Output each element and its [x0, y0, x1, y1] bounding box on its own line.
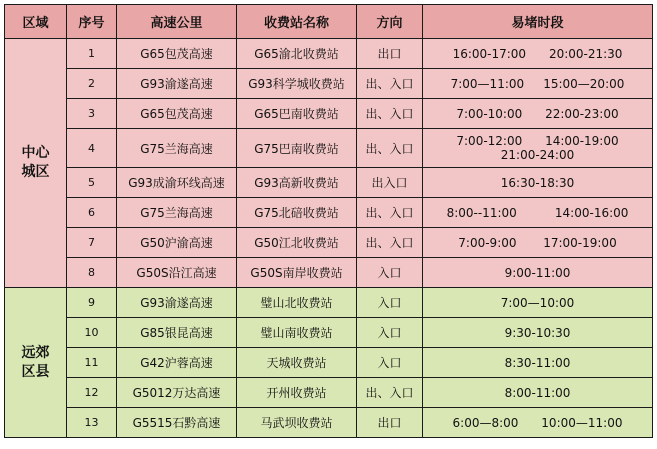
- highway-cell: G50沪渝高速: [117, 228, 237, 258]
- period-cell: [423, 348, 653, 378]
- period-times: [505, 326, 571, 340]
- station-cell: G75北碚收费站: [237, 198, 357, 228]
- table-row: [5, 69, 653, 99]
- direction-cell: 出口: [357, 39, 423, 69]
- region-cell-suburb: [5, 288, 67, 438]
- index-cell: 12: [67, 378, 117, 408]
- station-cell: 璧山北收费站: [237, 288, 357, 318]
- station-cell: 开州收费站: [237, 378, 357, 408]
- period-time-line: 9:30-10:30: [504, 325, 571, 340]
- period-time-line: 21:00-24:00: [500, 148, 575, 162]
- station-cell: G65巴南收费站: [237, 99, 357, 129]
- period-time-line: 16:00-17:00 20:00-21:30: [452, 46, 623, 61]
- period-cell: [423, 99, 653, 129]
- period-times: [505, 356, 571, 370]
- period-times: [453, 416, 623, 430]
- direction-cell: 出入口: [357, 168, 423, 198]
- station-cell: G65渝北收费站: [237, 39, 357, 69]
- period-time-line: 9:00-11:00: [504, 265, 571, 280]
- period-time-line: 7:00—10:00: [500, 295, 575, 310]
- header-index: 序号: [67, 5, 117, 39]
- congestion-table-container: [4, 4, 653, 438]
- station-cell: 璧山南收费站: [237, 318, 357, 348]
- direction-cell: 出、入口: [357, 228, 423, 258]
- index-cell: 1: [67, 39, 117, 69]
- highway-cell: G42沪蓉高速: [117, 348, 237, 378]
- header-region: 区域: [5, 5, 67, 39]
- period-times: [501, 296, 575, 310]
- table-row: [5, 99, 653, 129]
- direction-cell: 出、入口: [357, 69, 423, 99]
- index-cell: 7: [67, 228, 117, 258]
- header-period: 易堵时段: [423, 5, 653, 39]
- period-times: [447, 206, 629, 220]
- table-row: [5, 288, 653, 318]
- period-times: [456, 134, 618, 162]
- direction-cell: 出、入口: [357, 99, 423, 129]
- period-times: [505, 266, 571, 280]
- period-cell: [423, 408, 653, 438]
- direction-cell: 入口: [357, 348, 423, 378]
- index-cell: 6: [67, 198, 117, 228]
- index-cell: 10: [67, 318, 117, 348]
- table-row: [5, 378, 653, 408]
- direction-cell: 出、入口: [357, 198, 423, 228]
- period-time-line: 16:30-18:30: [500, 175, 575, 190]
- header-row: [5, 5, 653, 39]
- period-time-line: 7:00-9:00 17:00-19:00: [458, 235, 617, 250]
- table-body: [5, 39, 653, 438]
- highway-cell: G85银昆高速: [117, 318, 237, 348]
- index-cell: 11: [67, 348, 117, 378]
- period-times: [453, 47, 623, 61]
- highway-cell: G50S沿江高速: [117, 258, 237, 288]
- period-time-line: 8:00-11:00: [504, 385, 571, 400]
- period-time-line: 8:30-11:00: [504, 355, 571, 370]
- header-direction: 方向: [357, 5, 423, 39]
- table-row: [5, 168, 653, 198]
- period-times: [501, 176, 575, 190]
- highway-cell: G75兰海高速: [117, 129, 237, 168]
- table-row: [5, 198, 653, 228]
- direction-cell: 出口: [357, 408, 423, 438]
- region-label-line: 中心: [21, 145, 50, 161]
- direction-cell: 入口: [357, 318, 423, 348]
- highway-cell: G65包茂高速: [117, 39, 237, 69]
- region-label-line: 区县: [21, 363, 50, 380]
- station-cell: G93高新收费站: [237, 168, 357, 198]
- region-label-line: 远郊: [21, 344, 50, 361]
- table-row: [5, 348, 653, 378]
- station-cell: G75巴南收费站: [237, 129, 357, 168]
- station-cell: G50江北收费站: [237, 228, 357, 258]
- direction-cell: 出、入口: [357, 129, 423, 168]
- table-row: [5, 318, 653, 348]
- region-cell-central: [5, 39, 67, 288]
- period-cell: [423, 228, 653, 258]
- index-cell: 9: [67, 288, 117, 318]
- region-label-line: 城区: [21, 164, 50, 180]
- station-cell: 马武坝收费站: [237, 408, 357, 438]
- period-time-line: 8:00--11:00 14:00-16:00: [446, 205, 629, 220]
- period-cell: [423, 168, 653, 198]
- table-row: [5, 228, 653, 258]
- station-cell: G50S南岸收费站: [237, 258, 357, 288]
- period-time-line: 7:00—11:00 15:00—20:00: [450, 76, 625, 91]
- period-cell: [423, 258, 653, 288]
- table-row: [5, 39, 653, 69]
- period-time-line: 6:00—8:00 10:00—11:00: [452, 415, 623, 430]
- direction-cell: 入口: [357, 258, 423, 288]
- period-times: [451, 77, 625, 91]
- index-cell: 3: [67, 99, 117, 129]
- index-cell: 4: [67, 129, 117, 168]
- period-time-line: 7:00-12:00 14:00-19:00: [456, 134, 619, 148]
- highway-cell: G65包茂高速: [117, 99, 237, 129]
- period-times: [456, 107, 618, 121]
- station-cell: 天城收费站: [237, 348, 357, 378]
- header-highway: 高速公里: [117, 5, 237, 39]
- highway-cell: G5515石黔高速: [117, 408, 237, 438]
- highway-cell: G75兰海高速: [117, 198, 237, 228]
- highway-cell: G93成渝环线高速: [117, 168, 237, 198]
- direction-cell: 出、入口: [357, 378, 423, 408]
- period-times: [458, 236, 616, 250]
- highway-cell: G5012万达高速: [117, 378, 237, 408]
- table-row: [5, 258, 653, 288]
- period-cell: [423, 39, 653, 69]
- period-cell: [423, 318, 653, 348]
- highway-cell: G93渝遂高速: [117, 288, 237, 318]
- period-cell: [423, 288, 653, 318]
- period-times: [505, 386, 571, 400]
- table-row: [5, 129, 653, 168]
- index-cell: 13: [67, 408, 117, 438]
- period-cell: [423, 198, 653, 228]
- index-cell: 8: [67, 258, 117, 288]
- period-cell: [423, 69, 653, 99]
- direction-cell: 入口: [357, 288, 423, 318]
- highway-cell: G93渝遂高速: [117, 69, 237, 99]
- index-cell: 2: [67, 69, 117, 99]
- period-time-line: 7:00-10:00 22:00-23:00: [456, 106, 619, 121]
- index-cell: 5: [67, 168, 117, 198]
- period-cell: [423, 129, 653, 168]
- period-cell: [423, 378, 653, 408]
- table-row: [5, 408, 653, 438]
- congestion-table: [4, 4, 653, 438]
- header-station: 收费站名称: [237, 5, 357, 39]
- station-cell: G93科学城收费站: [237, 69, 357, 99]
